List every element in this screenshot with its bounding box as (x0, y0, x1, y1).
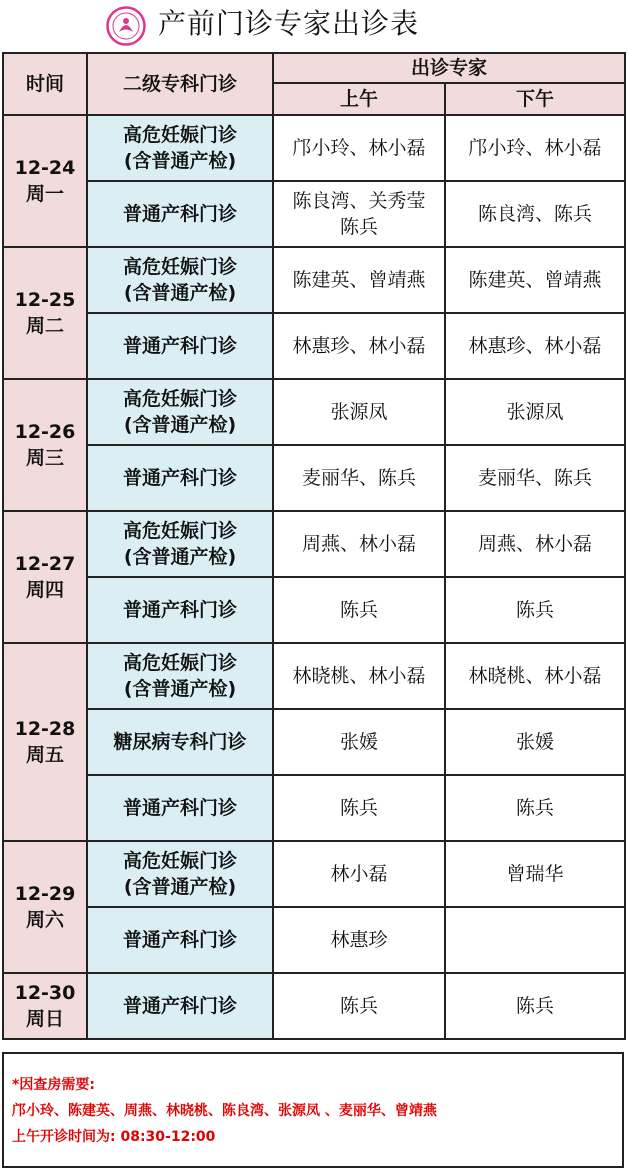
am-doctors: 麦丽华、陈兵 (301, 467, 416, 489)
pm-doctors: 陈良湾、陈兵 (478, 203, 593, 225)
day-weekday: 周五 (25, 744, 64, 766)
am-doctors-cell (273, 511, 445, 577)
pm-doctors: 陈建英、曾靖燕 (468, 269, 602, 291)
pm-doctors: 林惠珍、林小磊 (468, 335, 602, 357)
pm-doctors: 麦丽华、陈兵 (478, 467, 593, 489)
day-weekday: 周一 (25, 183, 64, 205)
am-doctors-cell (273, 313, 445, 379)
dept-note: (含普通产检) (123, 282, 237, 304)
dept-name: 高危妊娠门诊 (122, 850, 237, 872)
am-doctors-cell (273, 841, 445, 907)
dept-name: 高危妊娠门诊 (122, 388, 237, 410)
dept-name: 高危妊娠门诊 (122, 652, 237, 674)
dept-note: (含普通产检) (123, 414, 237, 436)
dept-note: (含普通产检) (123, 546, 237, 568)
schedule-table (2, 52, 626, 1040)
dept-cell (87, 247, 273, 313)
day-cell (3, 379, 87, 511)
pm-doctors-cell (445, 841, 625, 907)
pm-doctors: 张源凤 (506, 401, 564, 423)
schedule-row (3, 313, 625, 379)
dept-cell (87, 511, 273, 577)
dept-name: 普通产科门诊 (122, 203, 237, 225)
am-doctors-extra: 陈兵 (339, 216, 378, 238)
am-doctors-cell (273, 709, 445, 775)
dept-cell (87, 643, 273, 709)
schedule-row (3, 841, 625, 907)
note-line-2: 邝小玲、陈建英、周燕、林晓桃、陈良湾、张源凤 、麦丽华、曾靖燕 (12, 1103, 437, 1119)
pm-doctors: 陈兵 (516, 797, 555, 819)
am-doctors: 陈兵 (339, 599, 378, 621)
dept-cell (87, 445, 273, 511)
schedule-row (3, 511, 625, 577)
pm-doctors: 张媛 (516, 731, 555, 753)
schedule-row (3, 775, 625, 841)
dept-cell (87, 775, 273, 841)
day-weekday: 周日 (25, 1008, 64, 1030)
am-doctors: 张源凤 (330, 401, 388, 423)
dept-note: (含普通产检) (123, 150, 237, 172)
schedule-body (3, 115, 625, 1039)
pm-doctors-cell (445, 313, 625, 379)
dept-name: 普通产科门诊 (122, 995, 237, 1017)
dept-note: (含普通产检) (123, 876, 237, 898)
dept-cell (87, 577, 273, 643)
notes-box (2, 1052, 624, 1168)
am-doctors-cell (273, 181, 445, 247)
am-doctors: 林小磊 (330, 863, 388, 885)
pm-doctors-cell (445, 709, 625, 775)
pm-doctors-cell (445, 511, 625, 577)
day-weekday: 周二 (25, 315, 64, 337)
hospital-logo-icon (106, 6, 146, 46)
pm-doctors-cell (445, 577, 625, 643)
am-doctors: 周燕、林小磊 (301, 533, 416, 555)
am-doctors-cell (273, 379, 445, 445)
pm-doctors-cell (445, 643, 625, 709)
am-doctors-cell (273, 775, 445, 841)
am-doctors: 邝小玲、林小磊 (292, 137, 426, 159)
am-doctors: 林惠珍 (330, 929, 388, 951)
schedule-row (3, 643, 625, 709)
day-cell (3, 643, 87, 841)
pm-doctors: 林晓桃、林小磊 (468, 665, 602, 687)
schedule-row (3, 973, 625, 1039)
am-doctors: 林晓桃、林小磊 (292, 665, 426, 687)
day-date: 12-25 (14, 289, 76, 311)
schedule-row (3, 577, 625, 643)
day-cell (3, 115, 87, 247)
am-doctors: 张媛 (339, 731, 378, 753)
pm-doctors: 周燕、林小磊 (478, 533, 593, 555)
header-experts: 出诊专家 (273, 53, 625, 83)
day-date: 12-27 (14, 553, 76, 575)
pm-doctors: 陈兵 (516, 599, 555, 621)
schedule-row (3, 247, 625, 313)
pm-doctors-cell (445, 445, 625, 511)
day-weekday: 周六 (25, 909, 64, 931)
schedule-row (3, 907, 625, 973)
header-time: 时间 (3, 53, 87, 115)
dept-name: 普通产科门诊 (122, 929, 237, 951)
dept-name: 高危妊娠门诊 (122, 256, 237, 278)
pm-doctors-cell (445, 379, 625, 445)
pm-doctors-cell (445, 181, 625, 247)
pm-doctors-cell (445, 973, 625, 1039)
day-cell (3, 841, 87, 973)
am-doctors-cell (273, 907, 445, 973)
dept-note: (含普通产检) (123, 678, 237, 700)
schedule-row (3, 181, 625, 247)
day-date: 12-24 (14, 157, 76, 179)
schedule-row (3, 709, 625, 775)
am-doctors: 陈良湾、关秀莹 (292, 190, 426, 212)
dept-cell (87, 379, 273, 445)
pm-doctors-cell (445, 247, 625, 313)
day-cell (3, 247, 87, 379)
dept-cell (87, 841, 273, 907)
dept-cell (87, 973, 273, 1039)
note-line-1: *因查房需要: (12, 1077, 95, 1093)
header-pm: 下午 (445, 83, 625, 115)
header-am: 上午 (273, 83, 445, 115)
dept-cell (87, 181, 273, 247)
day-date: 12-26 (14, 421, 76, 443)
dept-name: 高危妊娠门诊 (122, 520, 237, 542)
day-cell (3, 973, 87, 1039)
pm-doctors: 陈兵 (516, 995, 555, 1017)
schedule-row (3, 445, 625, 511)
dept-name: 普通产科门诊 (122, 467, 237, 489)
day-date: 12-30 (14, 982, 76, 1004)
dept-cell (87, 907, 273, 973)
dept-name: 普通产科门诊 (122, 335, 237, 357)
am-doctors: 陈兵 (339, 995, 378, 1017)
dept-cell (87, 313, 273, 379)
dept-name: 糖尿病专科门诊 (113, 731, 247, 753)
day-weekday: 周三 (25, 447, 64, 469)
pm-doctors-cell (445, 775, 625, 841)
am-doctors-cell (273, 577, 445, 643)
am-doctors: 林惠珍、林小磊 (292, 335, 426, 357)
day-weekday: 周四 (25, 579, 64, 601)
am-doctors-cell (273, 973, 445, 1039)
header-dept: 二级专科门诊 (87, 53, 273, 115)
am-doctors: 陈建英、曾靖燕 (292, 269, 426, 291)
day-date: 12-28 (14, 718, 76, 740)
page-header (0, 0, 628, 50)
dept-cell (87, 709, 273, 775)
dept-name: 普通产科门诊 (122, 599, 237, 621)
pm-doctors-cell (445, 907, 625, 973)
am-doctors-cell (273, 643, 445, 709)
dept-name: 高危妊娠门诊 (122, 124, 237, 146)
day-date: 12-29 (14, 883, 76, 905)
schedule-row (3, 379, 625, 445)
day-cell (3, 511, 87, 643)
dept-cell (87, 115, 273, 181)
page-title: 产前门诊专家出诊表 (158, 7, 420, 40)
pm-doctors: 曾瑞华 (506, 863, 564, 885)
am-doctors-cell (273, 445, 445, 511)
am-doctors: 陈兵 (339, 797, 378, 819)
am-doctors-cell (273, 115, 445, 181)
pm-doctors-cell (445, 115, 625, 181)
note-line-3: 上午开诊时间为: 08:30-12:00 (12, 1129, 216, 1145)
dept-name: 普通产科门诊 (122, 797, 237, 819)
schedule-row (3, 115, 625, 181)
am-doctors-cell (273, 247, 445, 313)
pm-doctors: 邝小玲、林小磊 (468, 137, 602, 159)
